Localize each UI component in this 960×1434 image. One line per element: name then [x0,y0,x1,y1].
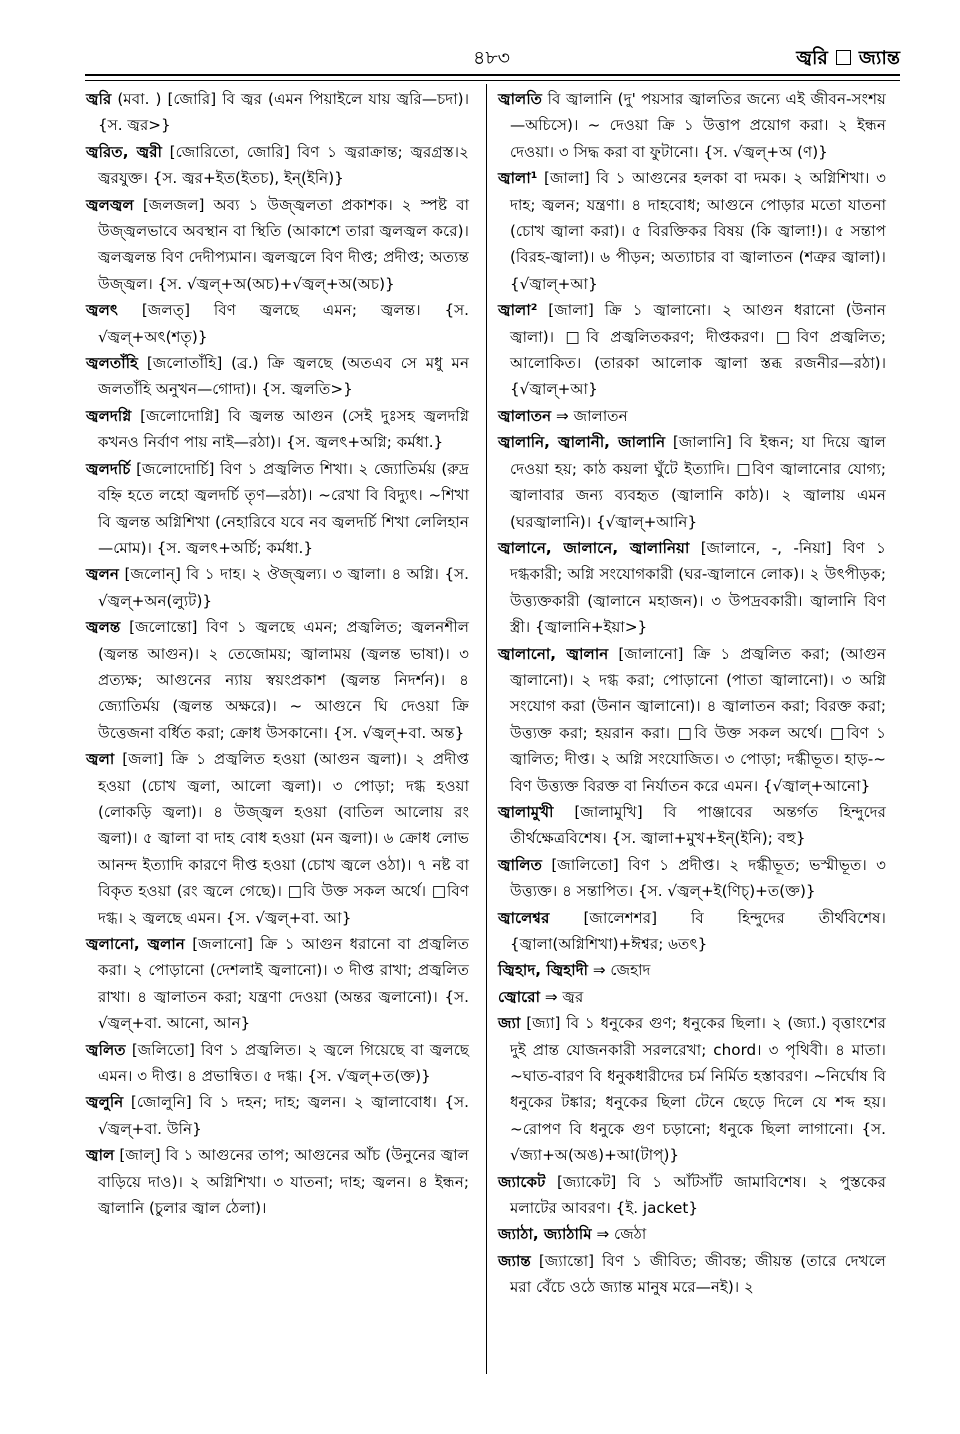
dictionary-entry [498,403,886,429]
entry-headword: জ্বলন্ত [86,618,121,637]
dictionary-entry [498,852,886,905]
entry-definition: [জাল্] বি ১ আগুনের তাপ; আগুনের আঁচ (উনুনের জ্বাল বাড়িয়ে দাও)। ২ অগ্নিশিখা। ৩ যাতনা; দাহ; জ্বলন। ৪ ইন্ধন; জ্বালানি (চুলার জ্বাল ঠেলা)। [98,1146,469,1218]
dictionary-entry [498,297,886,403]
entry-headword: জ্বালানো, জ্বালান [498,644,609,663]
entry-headword: জ্বালানে, জালানে, জ্বালানিয়া [498,538,690,557]
entry-definition: [জলা] ক্রি ১ প্রজ্বলিত হওয়া (আগুন জ্বলা)। ২ প্রদীপ্ত হওয়া (চোখ জ্বলা, আলো জ্বলা)। ৩ পোড়া; দগ্ধ হওয়া (লোকড়ি জ্বলা)। ৪ উজ্জ্বল হওয়া (বাতিল আলোয় রং জ্বলা)। ৫ জ্বালা বা দাহ বোধ হওয়া (মন জ্বলা)। ৬ ক্রোধ লোভ আনন্দ ইত্যাদি কারণে দীপ্ত হওয়া (চোখ জ্বলে ওঠা)। ৭ নষ্ট বা বিকৃত হওয়া (রং জ্বলে গেছে)। □বি উক্ত সকল অর্থে। □বিণ দগ্ধ। ২ জ্বলছে এমন। {স. √জ্বল্+বা. আ} [98,750,469,927]
dictionary-entry [498,641,886,799]
header-rule [85,74,900,81]
entry-definition: [জ্যাকেট] বি ১ আঁটসাঁট জামাবিশেষ। ২ পুস্তকের মলাটের আবরণ। {ই. jacket} [510,1172,887,1218]
dictionary-entry [86,746,469,931]
entry-headword: জ্বাল [86,1146,115,1165]
entry-definition: [জলানো] ক্রি ১ আগুন ধরানো বা প্রজ্বলিত করা। ২ পোড়ানো (দেশলাই জ্বলানো)। ৩ দীপ্ত রাখা; প্রজ্বলিত রাখা। ৪ জ্বালাতন করা; যন্ত্রণা দেওয়া (অন্তর জ্বলানো)। {স. √জ্বল্+বা. আনো, আন} [98,935,469,1033]
square-separator-icon [836,50,851,65]
entry-headword: জ্যা [498,1014,521,1033]
dictionary-entry [498,1221,886,1247]
entry-headword: জ্বরিত, জ্বরী [86,142,162,161]
entry-definition: [জালিতো] বিণ ১ প্রদীপ্ত। ২ দগ্ধীভূত; ভস্মীভূত। ৩ উত্ত্যক্ত। ৪ সন্তাপিত। {স. √জ্বল্+ই(ণিচ্)+ত(ক্ত)} [510,855,886,901]
dictionary-entry [86,403,469,456]
entry-headword: জ্বলৎ [86,301,119,320]
column-divider [486,84,487,1374]
entry-headword: জ্বালা¹ [498,169,538,188]
dictionary-entry [86,561,469,614]
entry-definition: [জলোন্তো] বিণ ১ জ্বলছে এমন; প্রজ্বলিত; জ্বলনশীল (জ্বলন্ত আগুন)। ২ তেজোময়; জ্বালাময় (জ্বলন্ত ভাষা)। ৩ প্রত্যক্ষ; আগুনের ন্যায় স্বয়ংপ্রকাশ (জ্বলন্ত নিদর্শন)। ৪ জ্যোতির্ময় (জ্বলন্ত অক্ষরে)। ~ আগুনে ঘি দেওয়া ক্রি উত্তেজনা বর্ধিত করা; ক্রোধ উসকানো। {স. √জ্বল্+বা. অন্ত} [98,618,470,742]
guide-word-last: জ্যান্ত [858,47,900,69]
entry-headword: জ্বলন [86,565,119,584]
guide-words [796,44,900,76]
entry-headword: জ্যান্ত [498,1251,531,1270]
entry-headword: জ্বলানো, জ্বলান [86,935,185,953]
dictionary-entry [498,165,886,297]
dictionary-entry [86,931,469,1037]
dictionary-entry [86,456,469,562]
entry-definition: ⇒ জ্বর [544,987,584,1006]
entry-headword: জ্বলা [86,750,115,769]
dictionary-entry [498,86,886,165]
dictionary-entry [86,614,469,746]
entry-headword: জ্বালামুখী [498,802,554,821]
entry-definition: [জলোদোগ্নি] বি জ্বলন্ত আগুন (সেই দুঃসহ জ্বলদগ্নি কখনও নির্বাণ পায় নাই—রঠা)। {স. জ্বলৎ+অগ্নি; কর্মধা.} [98,406,470,452]
entry-definition: ⇒ জালাতন [556,406,628,425]
dictionary-entry [86,192,469,298]
dictionary-entry [86,1089,469,1142]
dictionary-entry [498,1248,886,1301]
entry-definition: (মবা. ) [জোরি] বি জ্বর (এমন পিয়াইলে যায় জ্বরি—চদা)। {স. জ্বর>} [98,90,470,135]
entry-headword: জ্বলদর্চি [86,459,131,478]
entry-headword: জ্বলতাঁহি [86,354,139,373]
entry-definition: [জোরিতো, জোরি] বিণ ১ জ্বরাক্রান্ত; জ্বরগ্রস্ত।২ জ্বরযুক্ত। {স. জ্বর+ইত(ইতচ), ইন্(ইনি)} [98,142,469,188]
entry-definition: [জালা] ক্রি ১ জ্বালানো। ২ আগুন ধরানো (উনান জ্বালা)। □বি প্রজ্বলিতকরণ; দীপ্তকরণ। □বিণ প্রজ্বলিত; আলোকিত। (তারকা আলোক জ্বালা স্তব্ধ রজনীর—রঠা)। {√জ্বাল্+আ} [510,301,887,399]
entry-definition: [জলজল] অব্য ১ উজ্জ্বলতা প্রকাশক। ২ স্পষ্ট বা উজ্জ্বলভাবে অবস্থান বা স্থিতি (আকাশে তারা জ্বলজ্বল করে)। জ্বলজ্বলন্ত বিণ দেদীপ্যমান। জ্বলজ্বলে বিণ দীপ্ত; প্রদীপ্ত; অত্যন্ত উজ্জ্বল। {স. √জ্বল্+অ(অচ)+√জ্বল্+অ(অচ)} [98,195,469,293]
entry-definition: [জলিতো] বিণ ১ প্রজ্বলিত। ২ জ্বলে গিয়েছে বা জ্বলছে এমন। ৩ দীপ্ত। ৪ প্রভান্বিত। ৫ দগ্ধ। {স. √জ্বল্+ত(ক্ত)} [98,1040,470,1086]
dictionary-entry [498,957,886,983]
entry-definition: ⇒ জেহাদ [592,961,651,980]
page-number: ৪৮৩ [473,47,511,69]
entry-headword: জ্বালতি [498,90,543,108]
right-column [498,86,886,1301]
entry-headword: জ্বালিত [498,855,543,874]
guide-word-first: জ্বরি [796,47,828,69]
entry-definition: [জলত্] বিণ জ্বলছে এমন; জ্বলন্ত। {স. √জ্বল্+অৎ(শতৃ)} [98,301,470,346]
dictionary-entry [86,139,469,192]
entry-headword: জ্বালা² [498,301,538,320]
entry-headword: জ্বালাতন [498,406,552,425]
entry-headword: জ্যাকেট [498,1172,546,1191]
dictionary-entry [86,350,469,403]
entry-definition: [জালা] বি ১ আগুনের হলকা বা দমক। ২ অগ্নিশিখা। ৩ দাহ; জ্বলন; যন্ত্রণা। ৪ দাহবোধ; আগুনে পোড়ার মতো যাতনা (চোখ জ্বালা করা)। ৫ বিরক্তিকর বিষয় (কি জ্বালা!)। ৫ সন্তাপ (বিরহ-জ্বালা)। ৬ পীড়ন; অত্যাচার বা জ্বালাতন (শত্রুর জ্বালা)। {√জ্বাল্+আ} [510,169,886,293]
entry-definition: [জলোতাঁহি] (ব্র.) ক্রি জ্বলছে (অতএব সে মধু মন জলতাঁহি অনুখন—গোদা)। {স. জ্বলতি>} [98,354,470,399]
entry-headword: জ্বলুনি [86,1093,124,1112]
entry-definition: [জলোদোর্চি] বিণ ১ প্রজ্বলিত শিখা। ২ জ্যোতির্ময় (রুদ্র বহ্নি হতে লহো জ্বলদর্চি তৃণ—রঠা)। ~রেখা বি বিদ্যুৎ। ~শিখা বি জ্বলন্ত অগ্নিশিখা (নেহারিবে যবে নব জ্বলদর্চি শিখা লেলিহান—মোম)। {স. জ্বলৎ+অর্চি; কর্মধা.} [98,459,469,557]
dictionary-entry [498,799,886,852]
entry-headword: জ্বোরো [498,987,541,1006]
entry-definition: [জ্যা] বি ১ ধনুকের গুণ; ধনুকের ছিলা। ২ (জ্যা.) বৃত্তাংশের দুই প্রান্ত যোজনকারী সরলরেখা; chord। ৩ পৃথিবী। ৪ মাতা। ~ঘাত-বারণ বি ধনুকধারীদের চর্ম নির্মিত হস্তাবরণ। ~নির্ঘোষ বি ধনুকের টঙ্কার; ধনুকের ছিলা টেনে ছেড়ে দিলে যে শব্দ হয়। ~রোপণ বি ধনুকে গুণ চড়ানো; ধনুকে ছিলা লাগানো। {স. √জ্যা+অ(অঙ)+আ(টাপ্)} [510,1014,886,1165]
dictionary-entry [498,429,886,535]
dictionary-entry [498,984,886,1010]
dictionary-entry [498,1169,886,1222]
dictionary-entry [86,1142,469,1221]
left-column [86,86,469,1221]
entry-definition: [জ্যান্তো] বিণ ১ জীবিত; জীবন্ত; জীয়ন্ত (তারে দেখলে মরা বেঁচে ওঠে জ্যান্ত মানুষ মরে—নই)। ২ [510,1251,886,1297]
entry-headword: জ্বিহাদ, জ্বিহাদী [498,961,589,980]
entry-headword: জ্যাঠা, জ্যাঠামি [498,1225,592,1244]
entry-definition: [জালানে, -, -নিয়া] বিণ ১ দগ্ধকারী; অগ্নি সংযোগকারী (ঘর-জ্বালানে লোক)। ২ উৎপীড়ক; উত্ত্যক্তকারী (জ্বালানে মহাজন)। ৩ উপদ্রবকারী। জ্বালানি বিণ স্ত্রী। {জ্বালানি+ইয়া>} [510,538,887,637]
page-header [85,42,900,72]
dictionary-entry [498,1010,886,1168]
entry-definition: [জালেশশর] বি হিন্দুদের তীর্থবিশেষ। {জ্বালা(অগ্নিশিখা)+ঈশ্বর; ৬তৎ} [510,908,886,953]
entry-headword: জ্বলদগ্নি [86,406,132,425]
entry-definition: [জলোন্] বি ১ দাহ। ২ ঔজ্জ্বল্য। ৩ জ্বালা। ৪ অগ্নি। {স. √জ্বল্+অন(ল্যুট)} [98,565,469,610]
dictionary-entry [86,86,469,139]
entry-definition: [জালানো] ক্রি ১ প্রজ্বলিত করা; (আগুন জ্বালানো)। ২ দগ্ধ করা; পোড়ানো (পাতা জ্বালানো)। ৩ অগ্নি সংযোগ করা (উনান জ্বালানো)। ৪ জ্বালাতন করা; বিরক্ত করা; উত্ত্যক্ত করা; হয়রান করা। □বি উক্ত সকল অর্থে। □বিণ ১ জ্বালিত; দীপ্ত। ২ অগ্নি সংযোজিত। ৩ পোড়া; দগ্ধীভূত। হাড়-~ বিণ উত্ত্যক্ত বিরক্ত বা নির্যাতন করে এমন। {√জ্বাল্+আনো} [510,644,886,795]
entry-definition: [জালামুখি] বি পাঞ্জাবের অন্তর্গত হিন্দুদের তীর্থক্ষেত্রবিশেষ। {স. জ্বালা+মুখ+ইন্(ইনি); বহু} [510,802,887,848]
entry-headword: জ্বালানি, জ্বালানী, জালানি [498,433,666,452]
entry-headword: জ্বলজ্বল [86,195,134,214]
entry-headword: জ্বলিত [86,1040,126,1059]
dictionary-entry [86,297,469,350]
entry-definition: বি জ্বালানি (দু' পয়সার জ্বালতির জন্যে এই জীবন-সংশয়—অচিসে)। ~ দেওয়া ক্রি ১ উত্তাপ প্রয়োগ করা। ২ ইন্ধন দেওয়া। ৩ সিদ্ধ করা বা ফুটানো। {স. √জ্বল্+অ (ণ)} [510,90,886,161]
entry-definition: ⇒ জেঠা [596,1225,647,1244]
entry-headword: জ্বরি [86,90,112,108]
dictionary-entry [498,905,886,958]
dictionary-entry [498,535,886,641]
entry-definition: [জোলুনি] বি ১ দহন; দাহ; জ্বলন। ২ জ্বালাবোধ। {স. √জ্বল্+বা. উনি} [98,1093,469,1138]
entry-headword: জ্বালেশ্বর [498,908,550,927]
entry-definition: [জালানি] বি ইন্ধন; যা দিয়ে জ্বাল দেওয়া হয়; কাঠ কয়লা ঘুঁটে ইত্যাদি। □বিণ জ্বালানোর যোগ্য; জ্বালাবার জন্য ব্যবহৃত (জ্বালানি কাঠ)। ২ জ্বালায় এমন (ঘরজ্বালানি)। {√জ্বাল্+আনি} [510,433,886,531]
dictionary-entry [86,1037,469,1090]
